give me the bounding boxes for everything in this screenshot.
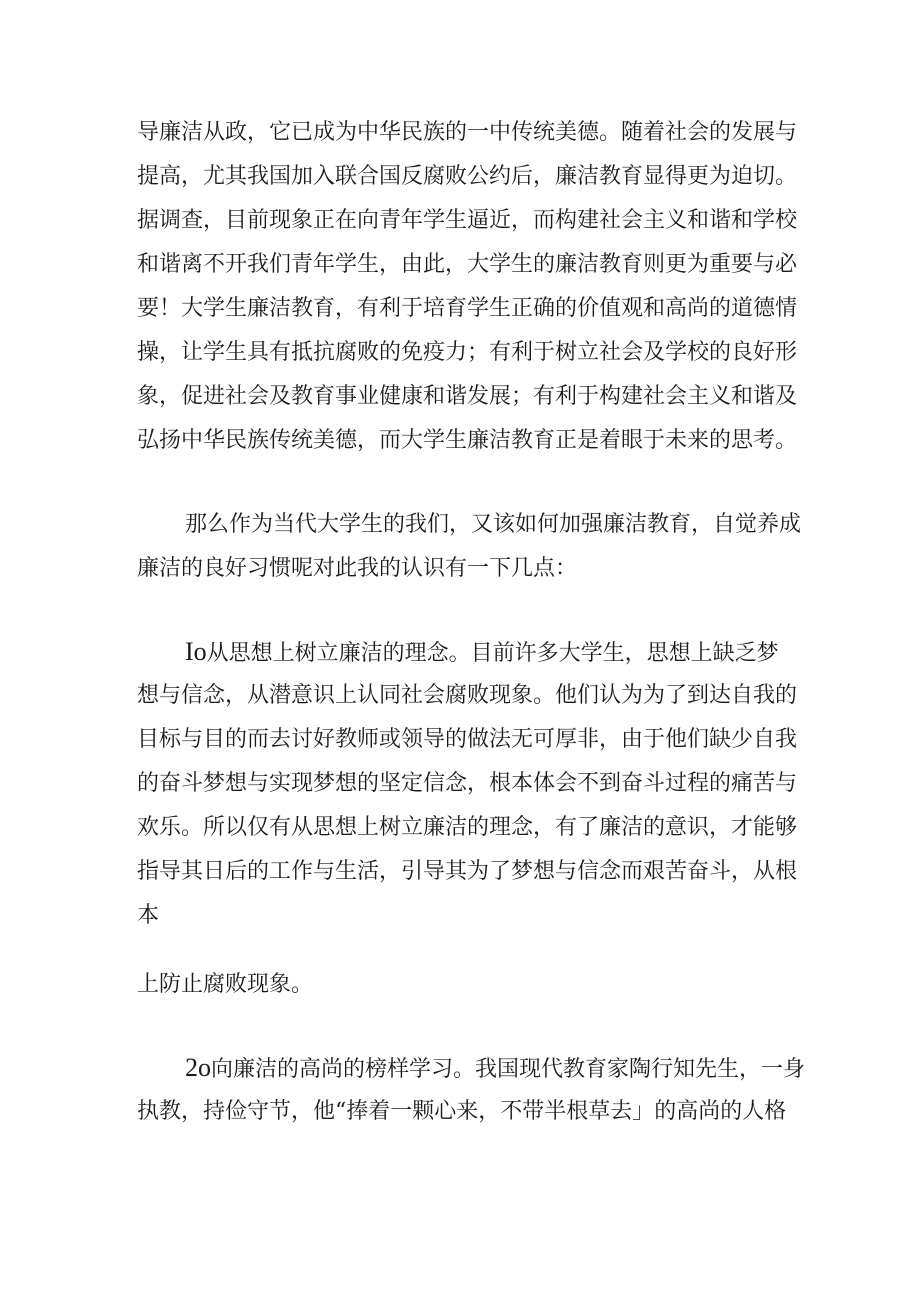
paragraph-1-line-5: 要！大学生廉洁教育，有利于培育学生正确的价值观和高尚的道德情 [137, 296, 798, 321]
paragraph-3-line-6: 指导其日后的工作与生活，引导其为了梦想与信念而艰苦奋斗，从根 [137, 859, 798, 884]
paragraph-1-line-6: 操，让学生具有抵抗腐败的免疫力；有利于树立社会及学校的良好形 [137, 340, 798, 365]
paragraph-1-line-2: 提高，尤其我国加入联合国反腐败公约后，廉洁教育显得更为迫切。 [137, 164, 798, 189]
list-marker-2: 2o [185, 1053, 211, 1082]
paragraph-5-line-1 [185, 1053, 805, 1085]
paragraph-2-line-1: 那么作为当代大学生的我们，又该如何加强廉洁教育，自觉养成 [185, 512, 802, 537]
paragraph-5-line-1-text: 向廉洁的高尚的榜样学习。我国现代教育家陶行知先生，一身 [211, 1057, 806, 1082]
paragraph-1-line-3: 据调查，目前现象正在向青年学生逼近，而构建社会主义和谐和学校 [137, 208, 798, 233]
paragraph-3-line-4: 的奋斗梦想与实现梦想的坚定信念，根本体会不到奋斗过程的痛苦与 [137, 771, 798, 796]
paragraph-5-line-2: 执教，持俭守节，他“捧着一颗心来，不带半根草去」的高尚的人格 [137, 1099, 787, 1124]
paragraph-1-line-1: 导廉洁从政，它已成为中华民族的一中传统美德。随着社会的发展与 [137, 120, 798, 145]
paragraph-3-line-7: 本 [137, 903, 160, 928]
paragraph-4-line-1: 上防止腐败现象。 [137, 972, 314, 997]
paragraph-1-line-4: 和谐离不开我们青年学生，由此，大学生的廉洁教育则更为重要与必 [137, 252, 798, 277]
paragraph-3-line-3: 目标与目的而去讨好教师或领导的做法无可厚非，由于他们缺少自我 [137, 727, 798, 752]
paragraph-2-line-2: 廉洁的良好习惯呢对此我的认识有一下几点： [137, 556, 578, 581]
paragraph-1-line-7: 象，促进社会及教育事业健康和谐发展；有利于构建社会主义和谐及 [137, 384, 798, 409]
paragraph-3-line-1 [185, 637, 779, 669]
paragraph-3-line-1-text: 从思想上树立廉洁的理念。目前许多大学生，思想上缺乏梦 [206, 641, 779, 666]
list-marker-1: Io [185, 637, 207, 666]
paragraph-1-line-8: 弘扬中华民族传统美德，而大学生廉洁教育正是着眼于未来的思考。 [137, 428, 798, 453]
paragraph-3-line-5: 欢乐。所以仅有从思想上树立廉洁的理念，有了廉洁的意识，才能够 [137, 815, 798, 840]
paragraph-3-line-2: 想与信念，从潜意识上认同社会腐败现象。他们认为为了到达自我的 [137, 683, 798, 708]
